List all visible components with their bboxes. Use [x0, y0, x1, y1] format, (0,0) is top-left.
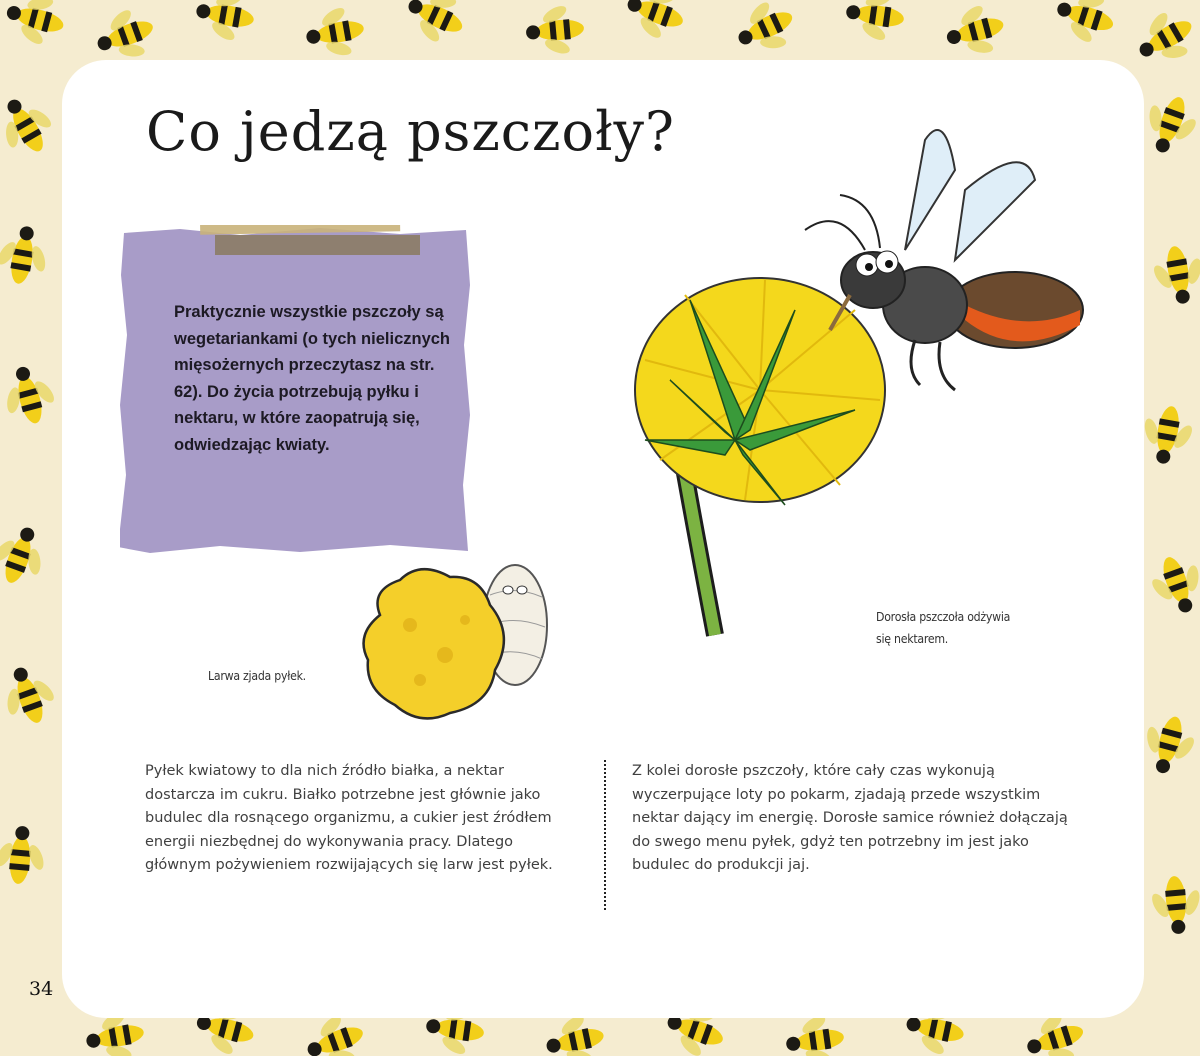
larva-eating-pollen-icon	[350, 555, 560, 730]
body-left-column: Pyłek kwiatowy to dla nich źródło białka, a nektar dostarcza im cukru. Białko potrzebne jest głównie jako budulec dla rosnącego organizmu, a cukier jest źródłem energii niezbędnej do wykonywania pracy. Dlatego głównym pożywieniem rozwijających się larw jest pyłek.	[145, 763, 553, 873]
bee-caption: Dorosła pszczoła odżywia się nektarem.	[876, 609, 1011, 646]
column-divider	[604, 760, 606, 910]
larva-caption: Larwa zjada pyłek.	[208, 668, 306, 683]
bee-on-dandelion-icon	[625, 110, 1095, 645]
bee-pattern-left	[0, 87, 64, 886]
page-number: 34	[29, 978, 54, 1000]
note-text: Praktycznie wszystkie pszczoły są wegetariankami (o tych nielicznych mięsożernych przeczytasz na str. 62). Do życia potrzebują pyłku i nektaru, w które zaopatrują się, odwiedzając kwiaty.	[174, 303, 451, 454]
pollen-ball	[364, 569, 504, 718]
bee-pattern-right	[1135, 88, 1200, 936]
body-right-column: Z kolei dorosłe pszczoły, które cały czas wykonują wyczerpujące loty po pokarm, zjadają przede wszystkim nektar dający im energię. Dorosłe samice również dołączają do swego menu pyłek, gdyż ten potrzebny im jest jako budulec do produkcji jaj.	[632, 763, 1068, 873]
dandelion-flower	[635, 278, 885, 635]
note-box	[120, 225, 472, 555]
page-title: Co jedzą pszczoły?	[146, 100, 675, 163]
